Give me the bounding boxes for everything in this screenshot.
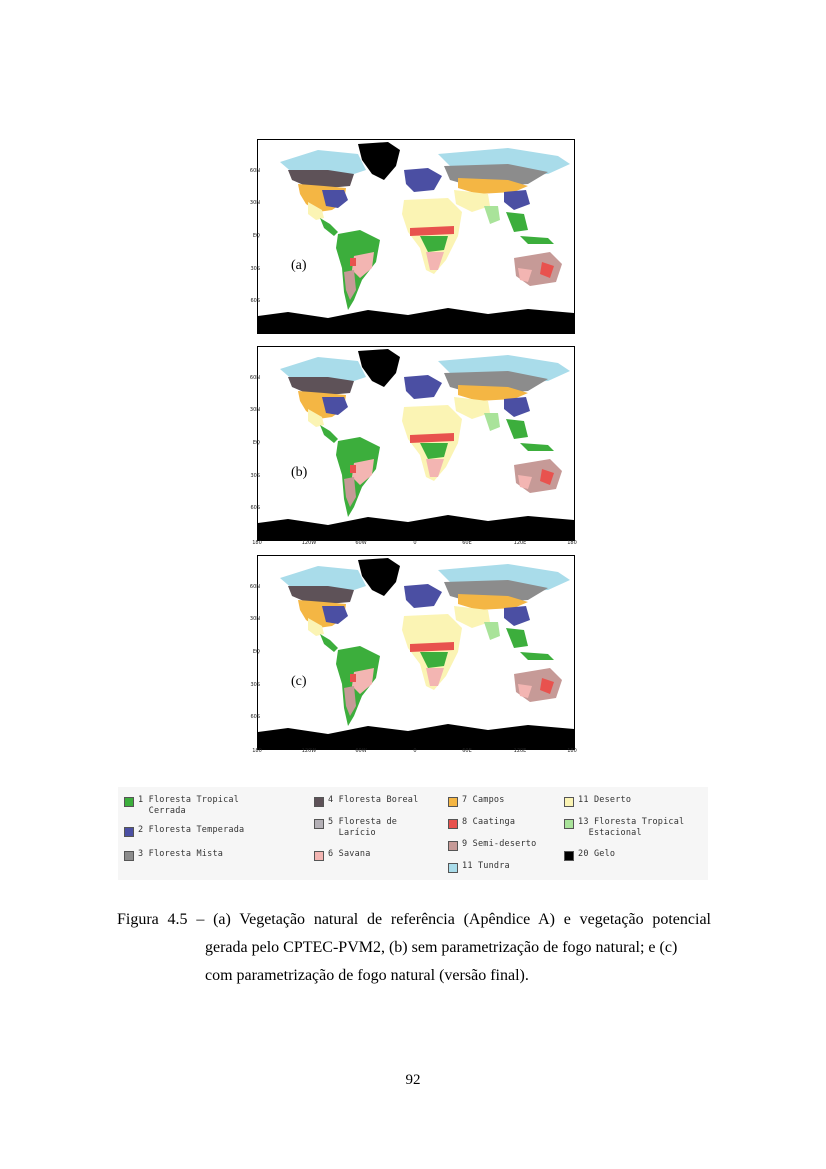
lat-tick: 30N (249, 200, 260, 206)
lon-tick: 120W (301, 540, 317, 546)
panel-label-c: (c) (291, 674, 307, 689)
vegetation-legend (118, 787, 708, 880)
legend-item (314, 817, 397, 839)
legend-swatch (448, 819, 458, 829)
lon-tick: 60E (462, 540, 472, 546)
lat-tick: 30N (249, 616, 260, 622)
lon-tick: 180 (567, 748, 577, 754)
lat-tick: 30S (250, 473, 260, 479)
legend-swatch (448, 863, 458, 873)
legend-label: 4 Floresta Boreal (328, 795, 419, 805)
legend-item (448, 817, 515, 829)
lon-tick: 180 (252, 748, 262, 754)
legend-label: 20 Gelo (578, 849, 616, 859)
lat-tick: 60N (249, 584, 260, 590)
legend-label: 8 Caatinga (462, 817, 516, 827)
lat-tick: 30N (249, 407, 260, 413)
legend-swatch (124, 827, 134, 837)
lat-tick: 60S (250, 298, 260, 304)
legend-swatch (314, 797, 324, 807)
legend-item (314, 849, 371, 861)
lon-tick: 180 (567, 540, 577, 546)
caption-line-2: gerada pelo CPTEC-PVM2, (b) sem parametrização de fogo natural; e (c) (205, 939, 678, 956)
world-vegetation-map (258, 556, 574, 749)
panel-label-a: (a) (291, 258, 307, 273)
legend-item (314, 795, 418, 807)
legend-label: 13 Floresta Tropical Estacional (578, 817, 685, 838)
legend-label: 5 Floresta de Larício (328, 817, 398, 838)
map-panel-b (249, 346, 575, 541)
world-vegetation-map (258, 140, 574, 333)
legend-swatch (564, 819, 574, 829)
panel-label-b: (b) (291, 465, 308, 480)
lon-tick: 120E (513, 540, 527, 546)
legend-item (124, 795, 239, 817)
lon-tick: 120E (513, 748, 527, 754)
legend-item (124, 825, 244, 837)
legend-swatch (124, 851, 134, 861)
map-panel-c (249, 555, 575, 750)
caption-line-3: com parametrização de fogo natural (versão final). (205, 967, 529, 984)
lat-tick: EQ (252, 649, 260, 655)
lon-tick: 120W (301, 748, 317, 754)
legend-label: 1 Floresta Tropical Cerrada (138, 795, 240, 816)
legend-swatch (564, 797, 574, 807)
legend-swatch (314, 851, 324, 861)
legend-label: 3 Floresta Mista (138, 849, 224, 859)
lat-tick: EQ (252, 233, 260, 239)
page-number: 92 (405, 1072, 421, 1088)
legend-item (448, 839, 536, 851)
lon-tick: 60E (462, 748, 472, 754)
legend-label: 7 Campos (462, 795, 505, 805)
lat-tick: EQ (252, 440, 260, 446)
lat-tick: 60S (250, 505, 260, 511)
legend-swatch (448, 841, 458, 851)
legend-item (448, 795, 505, 807)
figure-caption (117, 906, 711, 990)
legend-item (564, 817, 684, 839)
lat-tick: 60N (249, 375, 260, 381)
map-panel-a (249, 139, 575, 334)
world-vegetation-map (258, 347, 574, 540)
legend-item (124, 849, 223, 861)
legend-label: 11 Tundra (462, 861, 510, 871)
legend-label: 6 Savana (328, 849, 371, 859)
lat-tick: 60S (250, 714, 260, 720)
lon-tick: 60W (355, 748, 367, 754)
lat-tick: 60N (249, 168, 260, 174)
legend-label: 11 Deserto (578, 795, 632, 805)
lon-tick: 180 (252, 540, 262, 546)
legend-swatch (448, 797, 458, 807)
legend-label: 9 Semi-deserto (462, 839, 537, 849)
legend-item (564, 795, 631, 807)
lon-tick: 0 (413, 540, 417, 546)
lon-tick: 60W (355, 540, 367, 546)
legend-label: 2 Floresta Temperada (138, 825, 245, 835)
caption-line-1: Figura 4.5 – (a) Vegetação natural de referência (Apêndice A) e vegetação potencial (117, 911, 711, 928)
legend-item (448, 861, 510, 873)
legend-item (564, 849, 615, 861)
legend-swatch (314, 819, 324, 829)
legend-swatch (564, 851, 574, 861)
legend-swatch (124, 797, 134, 807)
lat-tick: 30S (250, 682, 260, 688)
lat-tick: 30S (250, 266, 260, 272)
lon-tick: 0 (413, 748, 417, 754)
